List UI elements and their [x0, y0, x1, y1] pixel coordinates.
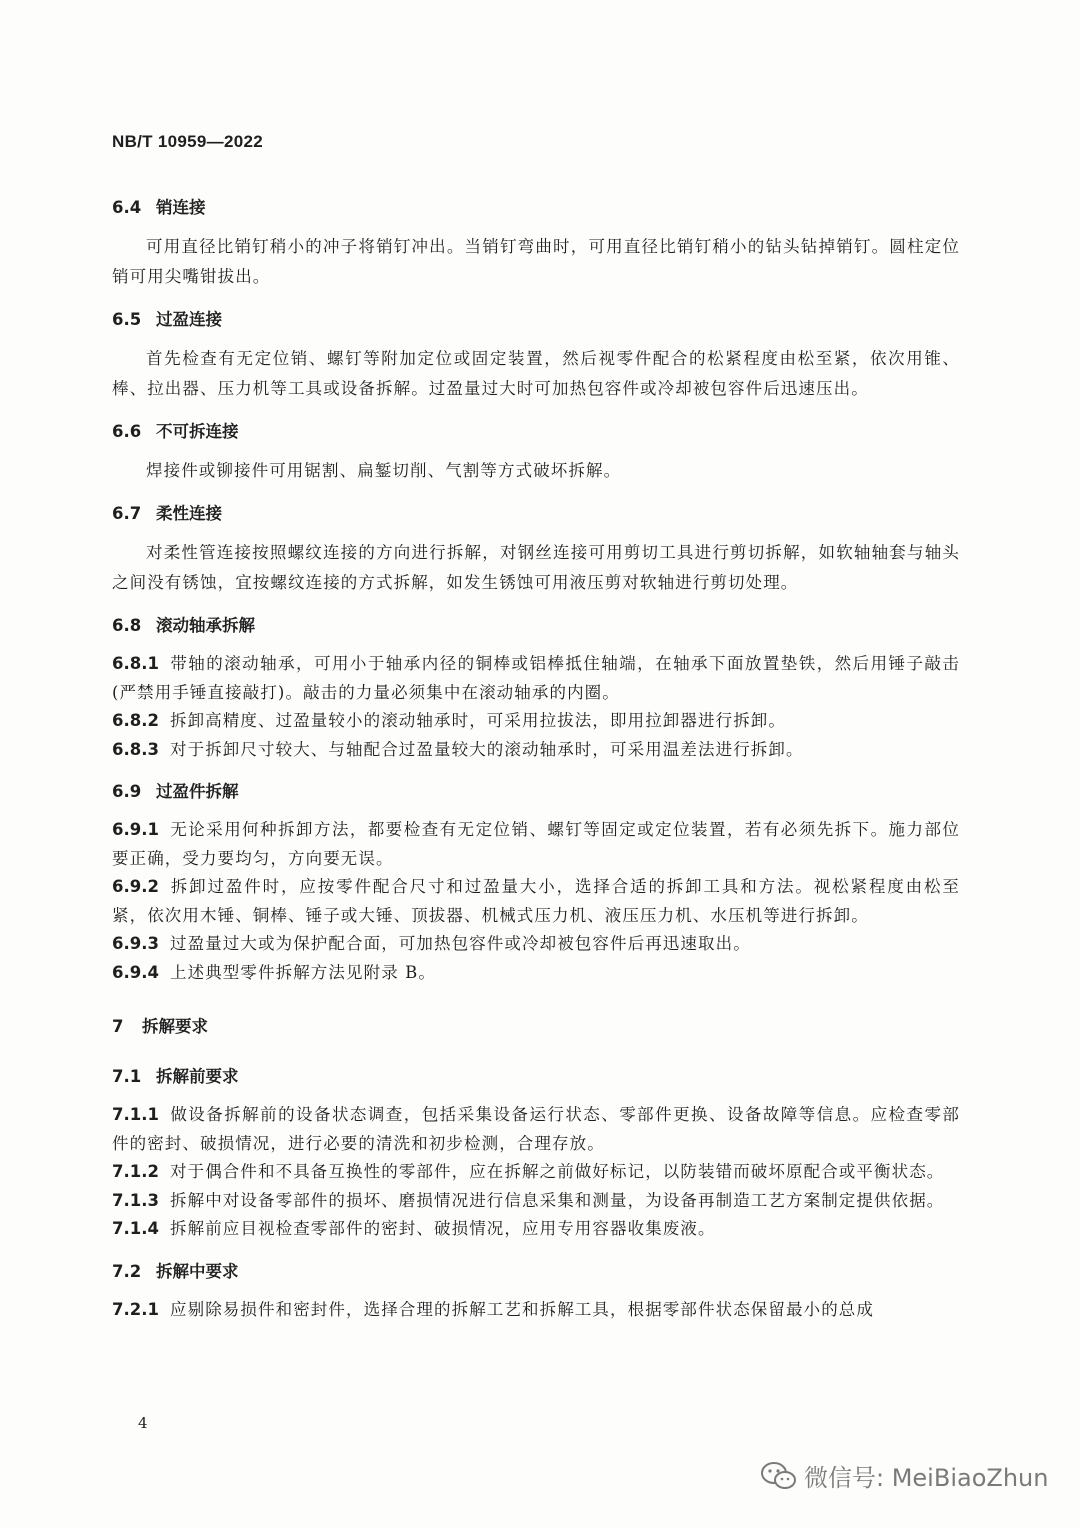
clause-number: 6.9.2 [112, 877, 159, 896]
clause-text: 对于偶合件和不具备互换性的零部件，应在拆解之前做好标记，以防装错而破坏原配合或平衡状态。 [170, 1162, 945, 1181]
clause-6-9-1 [112, 816, 960, 873]
chapter-number: 7 [112, 1017, 124, 1036]
clause-text: 对于拆卸尺寸较大、与轴配合过盈量较大的滚动轴承时，可采用温差法进行拆卸。 [170, 739, 804, 759]
wechat-icon [760, 1460, 798, 1492]
section-number: 6.9 [112, 782, 142, 801]
clause-number: 7.1.4 [112, 1219, 159, 1238]
section-heading-6-9 [112, 780, 960, 804]
clause-number: 6.8.3 [112, 739, 159, 759]
clause-7-1-4 [112, 1215, 960, 1244]
chapter-heading-7 [112, 1015, 960, 1039]
section-number: 6.5 [112, 310, 142, 329]
section-heading-6-6 [112, 420, 960, 444]
clause-text: 带轴的滚动轴承，可用小于轴承内径的铜棒或铝棒抵住轴端，在轴承下面放置垫铁，然后用锤子敲击(严禁用手锤直接敲打)。敲击的力量必须集中在滚动轴承的内圈。 [112, 654, 960, 702]
section-heading-6-8 [112, 614, 960, 638]
watermark [760, 1458, 1048, 1493]
page-number: 4 [138, 1414, 148, 1432]
clause-6-8-3 [112, 736, 960, 765]
clause-7-2-1 [112, 1296, 960, 1325]
section-title: 柔性连接 [156, 504, 222, 523]
section-paragraph-6-6: 焊接件或铆接件可用锯割、扁錾切削、气割等方式破坏拆解。 [146, 461, 622, 480]
section-heading-6-7 [112, 502, 960, 526]
clause-number: 6.9.1 [112, 820, 159, 839]
section-title: 滚动轴承拆解 [156, 616, 255, 635]
section-heading-7-2 [112, 1260, 960, 1284]
clause-number: 6.9.3 [112, 934, 159, 953]
section-paragraph-6-7: 对柔性管连接按照螺纹连接的方向进行拆解，对钢丝连接可用剪切工具进行剪切拆解，如软轴轴套与轴头之间没有锈蚀，宜按螺纹连接的方式拆解，如发生锈蚀可用液压剪对软轴进行剪切处理。 [112, 543, 960, 592]
clause-7-1-1 [112, 1101, 960, 1158]
document-body [112, 196, 960, 1324]
section-number: 7.1 [112, 1067, 142, 1086]
clause-text: 上述典型零件拆解方法见附录 B。 [170, 962, 436, 982]
clause-7-1-2 [112, 1158, 960, 1187]
clause-number: 6.9.4 [112, 962, 159, 982]
section-title: 过盈连接 [156, 310, 222, 329]
clause-text: 拆卸高精度、过盈量较小的滚动轴承时，可采用拉拔法，即用拉卸器进行拆卸。 [170, 711, 786, 730]
section-paragraph-6-4: 可用直径比销钉稍小的冲子将销钉冲出。当销钉弯曲时，可用直径比销钉稍小的钻头钻掉销钉。圆柱定位销可用尖嘴钳拔出。 [112, 237, 960, 286]
section-heading-6-5 [112, 308, 960, 332]
section-number: 6.4 [112, 198, 142, 217]
clause-6-8-1 [112, 650, 960, 707]
section-title: 不可拆连接 [156, 422, 239, 441]
section-number: 7.2 [112, 1261, 142, 1281]
clause-text: 过盈量过大或为保护配合面，可加热包容件或冷却被包容件后再迅速取出。 [170, 934, 751, 953]
clause-number: 7.1.1 [112, 1105, 159, 1124]
clause-text: 做设备拆解前的设备状态调查，包括采集设备运行状态、零部件更换、设备故障等信息。应检查零部件的密封、破损情况，进行必要的清洗和初步检测，合理存放。 [112, 1105, 960, 1153]
clause-6-8-2 [112, 707, 960, 736]
section-heading-6-4 [112, 196, 960, 220]
clause-text: 无论采用何种拆卸方法，都要检查有无定位销、螺钉等固定或定位装置，若有必须先拆下。施力部位要正确，受力要均匀，方向要无误。 [112, 820, 960, 868]
watermark-text: 微信号: MeiBiaoZhun [804, 1464, 1049, 1492]
clause-text: 拆解前应目视检查零部件的密封、破损情况，应用专用容器收集废液。 [170, 1219, 716, 1238]
section-heading-7-1 [112, 1065, 960, 1089]
clause-text: 拆卸过盈件时，应按零件配合尺寸和过盈量大小，选择合适的拆卸工具和方法。视松紧程度由松至紧，依次用木锤、铜棒、锤子或大锤、顶拔器、机械式压力机、液压压力机、水压机等进行拆卸。 [112, 877, 960, 925]
section-title: 销连接 [156, 198, 206, 217]
standard-code: NB/T 10959—2022 [112, 132, 263, 151]
clause-number: 6.8.2 [112, 711, 159, 730]
clause-number: 6.8.1 [112, 654, 159, 673]
section-title: 拆解中要求 [156, 1261, 239, 1281]
clause-6-9-2 [112, 873, 960, 930]
clause-6-9-3 [112, 930, 960, 959]
section-paragraph-6-5: 首先检查有无定位销、螺钉等附加定位或固定装置，然后视零件配合的松紧程度由松至紧，依次用锥、棒、拉出器、压力机等工具或设备拆解。过盈量过大时可加热包容件或冷却被包容件后迅速压出。 [112, 349, 960, 398]
clause-6-9-4 [112, 959, 960, 988]
clause-text: 应剔除易损件和密封件，选择合理的拆解工艺和拆解工具，根据零部件状态保留最小的总成 [170, 1299, 874, 1319]
clause-number: 7.1.3 [112, 1190, 159, 1210]
chapter-title: 拆解要求 [142, 1017, 208, 1036]
section-number: 6.8 [112, 616, 142, 635]
clause-number: 7.1.2 [112, 1162, 159, 1181]
section-title: 过盈件拆解 [156, 782, 239, 801]
section-number: 6.6 [112, 422, 142, 441]
clause-7-1-3 [112, 1187, 960, 1216]
clause-text: 拆解中对设备零部件的损坏、磨损情况进行信息采集和测量，为设备再制造工艺方案制定提供依据。 [170, 1190, 945, 1210]
section-title: 拆解前要求 [156, 1067, 239, 1086]
section-number: 6.7 [112, 504, 142, 523]
clause-number: 7.2.1 [112, 1299, 159, 1319]
